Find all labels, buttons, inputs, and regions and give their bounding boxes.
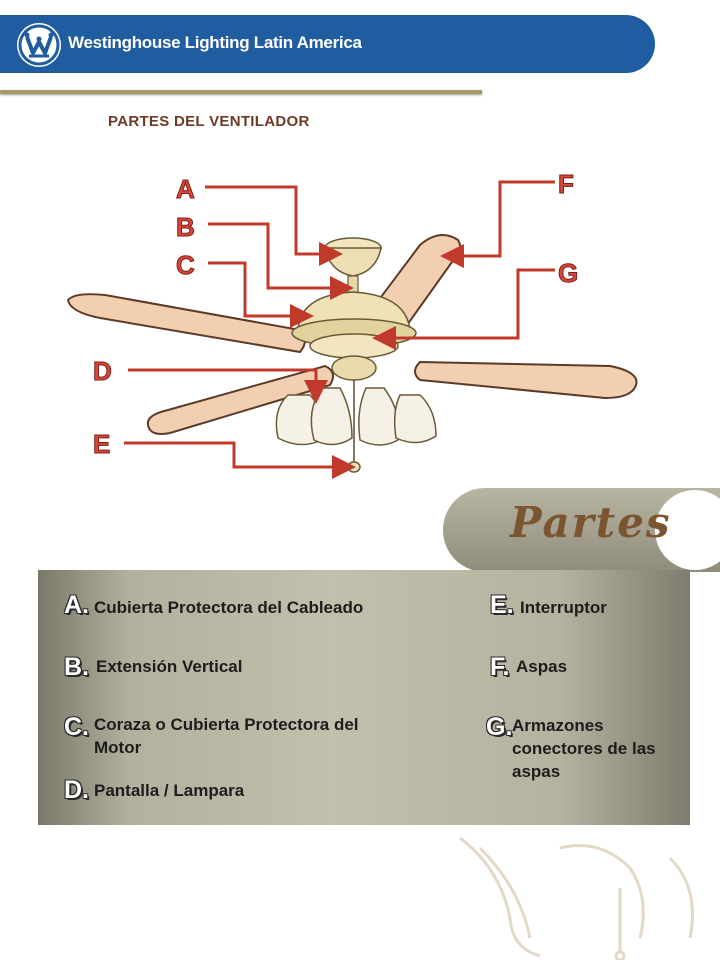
legend-letter-g: G. xyxy=(486,713,513,741)
fan-body xyxy=(292,238,416,380)
brand-name: Westinghouse Lighting Latin America xyxy=(68,33,362,52)
callout-e: E xyxy=(93,429,111,459)
legend-letter-a: A. xyxy=(64,591,89,619)
legend-text-e: Interruptor xyxy=(520,598,607,617)
callout-c: C xyxy=(176,250,195,280)
legend-letter-c: C. xyxy=(64,713,89,741)
legend-text-f: Aspas xyxy=(516,657,568,676)
legend-text-d: Pantalla / Lampara xyxy=(94,781,245,800)
legend-letter-e: E. xyxy=(490,591,514,619)
legend-text-b: Extensión Vertical xyxy=(96,657,243,676)
legend-title: Partes xyxy=(510,498,672,547)
legend-letter-d: D. xyxy=(64,776,89,804)
legend-text-g: Armazones conectores de las aspas xyxy=(512,716,656,781)
decorative-fan-watermark xyxy=(440,828,720,960)
callout-a: A xyxy=(176,174,195,204)
fan-blade-left xyxy=(68,294,305,352)
divider-line xyxy=(0,90,482,94)
callout-f: F xyxy=(558,169,574,199)
fan-blade-right xyxy=(415,362,636,398)
legend-letter-b: B. xyxy=(64,653,89,681)
section-title: PARTES DEL VENTILADOR xyxy=(108,113,310,130)
legend-text-a: Cubierta Protectora del Cableado xyxy=(94,598,364,617)
westinghouse-logo-icon xyxy=(17,23,61,67)
callout-d: D xyxy=(93,356,112,386)
fan-diagram xyxy=(0,160,720,490)
callout-b: B xyxy=(176,212,195,242)
callout-g: G xyxy=(558,258,579,288)
legend-text-c: Coraza o Cubierta Protectora del Motor xyxy=(94,715,359,757)
legend-letter-f: F. xyxy=(490,653,510,681)
